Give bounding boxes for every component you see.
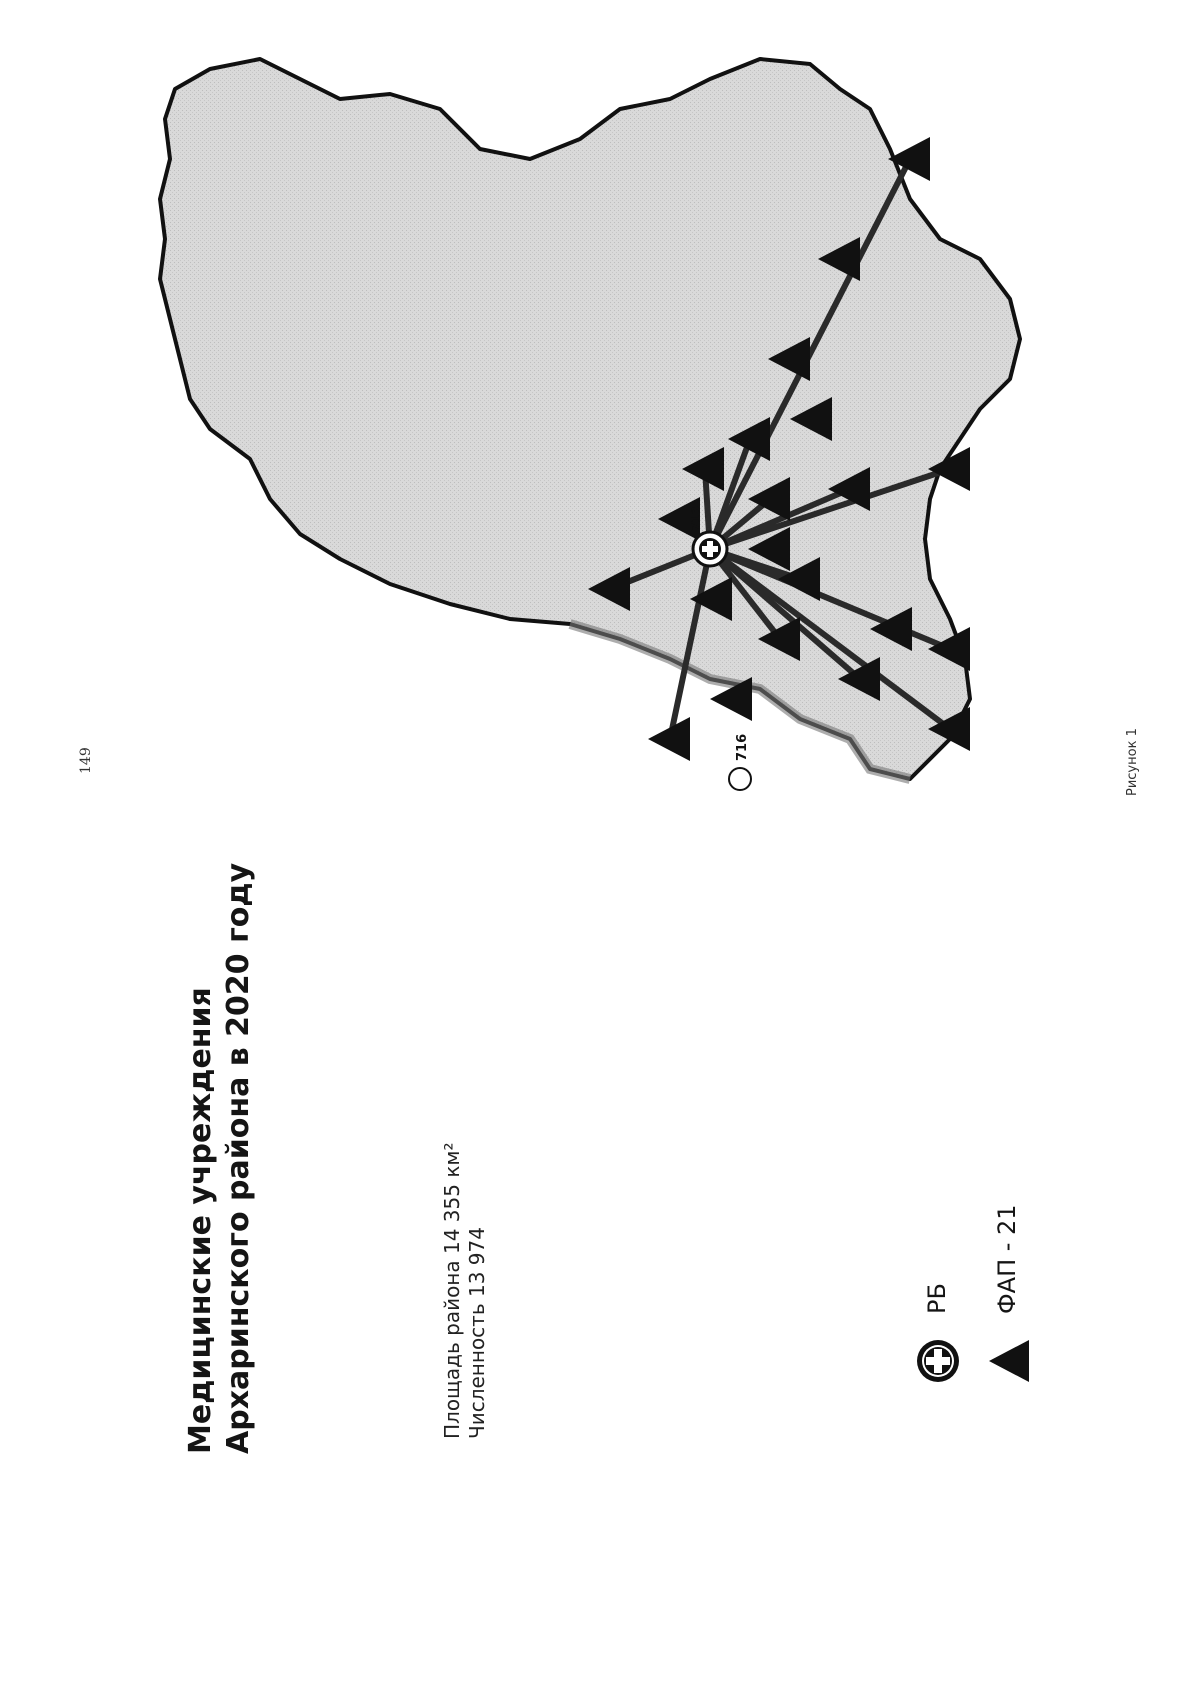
legend-label-hospital: РБ (923, 1283, 951, 1314)
road-number-label: 713 (689, 505, 703, 531)
road-number-label: 716 (735, 733, 750, 761)
legend-label-fap: ФАП - 21 (993, 1204, 1021, 1314)
triangle-icon (985, 1338, 1031, 1384)
district-hospital-marker (693, 532, 727, 566)
district-map (150, 39, 1050, 799)
district-stats (440, 1142, 490, 1439)
road-number-badge (729, 734, 751, 790)
page-number: 149 (78, 747, 94, 774)
fap-marker (648, 717, 690, 761)
district-map-svg (150, 39, 1050, 799)
title-line-2: Архаринского района в 2020 году (221, 862, 256, 1454)
medical-cross-circle-icon (915, 1338, 961, 1384)
title-line-1: Медицинские учреждения (183, 987, 218, 1454)
district-boundary (160, 59, 1020, 779)
page-title (182, 863, 258, 1454)
area-text: Площадь района 14 355 км² (440, 1142, 464, 1439)
population-text: Численность 13 974 (465, 1227, 489, 1439)
figure-caption: Рисунок 1 (1125, 728, 1140, 796)
